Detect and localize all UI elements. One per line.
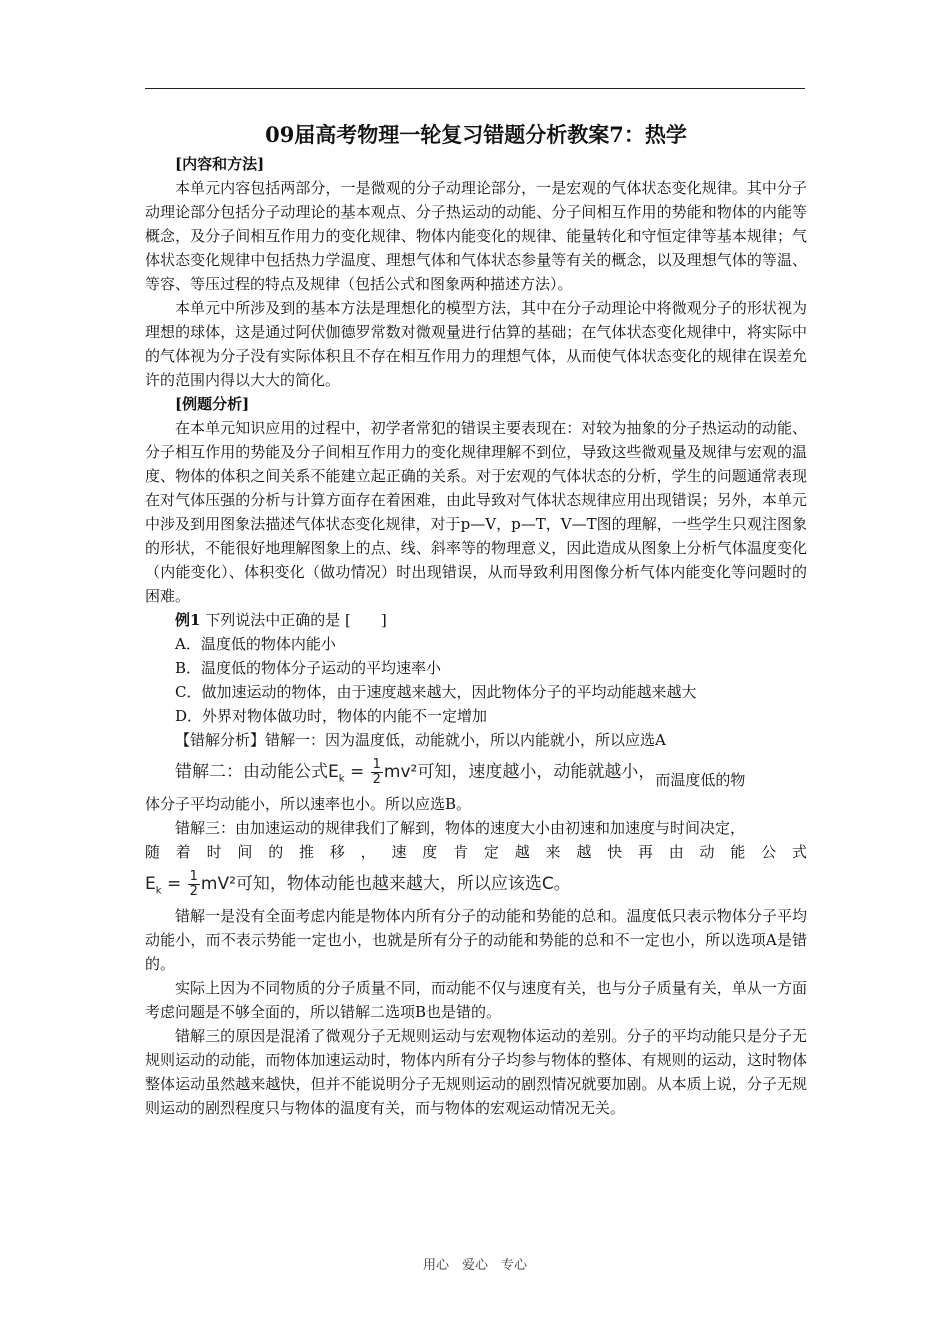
paragraph-intro: 本单元内容包括两部分，一是微观的分子动理论部分，一是宏观的气体状态变化规律。其中分子动理论部分包括分子动理论的基本观点、分子热运动的动能、分子间相互作用的势能和物体的内能等概念，及分子间相互作用力的变化规律、物体内能变化的规律、能量转化和守恒定律等基本规律；气体状态变化规律中包括热力学温度、理想气体和气体状态参量等有关的概念，以及理想气体的等温、等容、等压过程的特点及规律（包括公式和图象两种描述方法）。 [145, 179, 807, 293]
section-heading-example-analysis: [例题分析] [175, 395, 250, 413]
formula-image-1 [175, 757, 655, 787]
fraction-one-half [371, 758, 383, 787]
formula-1-equals: = [344, 762, 370, 783]
option-c: C．做加速运动的物体，由于速度越来越大，因此物体分子的平均动能越来越大 [175, 683, 697, 701]
formula-2-subscript: k [155, 885, 162, 897]
section-heading-content-methods: [内容和方法] [175, 155, 265, 173]
page-footer: 用心 爱心 专心 [422, 1258, 527, 1273]
formula-1-prefix: 错解二：由动能公式E [175, 762, 339, 783]
analysis-heading: 【错解分析】 [175, 731, 266, 749]
option-a: A．温度低的物体内能小 [175, 635, 336, 653]
example-question-text: 下列说法中正确的是 [ ] [205, 611, 387, 629]
wrong-solution-2-continued: 体分子平均动能小，所以速率也小。所以应选B。 [145, 795, 472, 813]
paragraph-explain-1: 错解一是没有全面考虑内能是物体内所有分子的动能和势能的总和。温度低只表示物体分子平均动能小，而不表示势能一定也小，也就是所有分子的动能和势能的总和不一定也小，所以选项A是错的。 [145, 907, 807, 973]
fraction-one-half-2 [188, 870, 200, 899]
wrong-solution-1-text: 错解一：因为温度低，动能就小，所以内能就小，所以应选A [265, 731, 666, 749]
wrong-solution-1 [145, 728, 807, 752]
paragraph-methods: 本单元中所涉及到的基本方法是理想化的模型方法，其中在分子动理论中将微观分子的形状视为理想的球体，这是通过阿伏伽德罗常数对微观量进行估算的基础；在气体状态变化规律中，将实际中的气体视为分子没有实际体积且不存在相互作用力的理想气体，从而使气体状态变化的规律在误差允许的范围内得以大大的简化。 [145, 299, 807, 389]
paragraph-common-errors: 在本单元知识应用的过程中，初学者常犯的错误主要表现在：对较为抽象的分子热运动的动能、分子相互作用的势能及分子间相互作用力的变化规律理解不到位，导致这些微观量及规律与宏观的温度、物体的体积之间关系不能建立起正确的关系。对于宏观的气体状态的分析，学生的问题通常表现在对气体压强的分析与计算方面存在着困难，由此导致对气体状态规律应用出现错误；另外，本单元中涉及到用图象法描述气体状态变化规律，对于p—V，p—T，V—T图的理解，一些学生只观注图象的形状，不能很好地理解图象上的点、线、斜率等的物理意义，因此造成从图象上分析气体温度变化（内能变化）、体积变化（做功情况）时出现错误，从而导致利用图像分析气体内能变化等问题时的困难。 [145, 419, 807, 605]
option-b: B．温度低的物体分子运动的平均速率小 [175, 659, 442, 677]
wrong-solution-3-line1: 错解三：由加速运动的规律我们了解到，物体的速度大小由初速和加速度与时间决定， [175, 819, 746, 837]
wrong-solution-3-formula [145, 864, 807, 904]
option-d: D．外界对物体做功时，物体的内能不一定增加 [175, 707, 488, 725]
paragraph-explain-2: 实际上因为不同物质的分子质量不同，而动能不仅与速度有关，也与分子质量有关，单从一方面考虑问题是不够全面的，所以错解二选项B也是错的。 [145, 979, 807, 1021]
formula-image-2 [145, 869, 571, 899]
wrong-solution-2-formula [145, 752, 807, 792]
fraction-denominator: 2 [372, 771, 381, 787]
formula-1-suffix: mv²可知，速度越小，动能就越小， [383, 762, 656, 783]
document-title: 09届高考物理一轮复习错题分析教案7：热学 [265, 122, 687, 147]
example-label: 例1 [175, 611, 201, 629]
fraction-numerator: 1 [372, 756, 381, 772]
formula-1-subscript: k [338, 773, 345, 785]
header-rule [145, 88, 805, 89]
document-body [145, 120, 807, 1120]
example-question [145, 608, 807, 632]
fraction-numerator-2: 1 [189, 868, 198, 884]
wrong-solution-2-tail: 而温度低的物 [655, 771, 746, 789]
fraction-denominator-2: 2 [189, 883, 198, 899]
formula-2-prefix: E [145, 874, 156, 895]
paragraph-explain-3: 错解三的原因是混淆了微观分子无规则运动与宏观物体运动的差别。分子的平均动能只是分子无规则运动的动能，而物体加速运动时，物体内所有分子均参与物体的整体、有规则的运动，这时物体整体运动虽然越来越快，但并不能说明分子无规则运动的剧烈情况就要加剧。从本质上说，分子无规则运动的剧烈程度只与物体的温度有关，而与物体的宏观运动情况无关。 [145, 1027, 807, 1117]
wrong-solution-3-line2: 随着时间的推移，速度肯定越来越快再由动能公式 [145, 843, 807, 861]
formula-2-equals: = [161, 874, 187, 895]
formula-2-suffix: mV²可知，物体动能也越来越大，所以应该选C。 [200, 874, 571, 895]
